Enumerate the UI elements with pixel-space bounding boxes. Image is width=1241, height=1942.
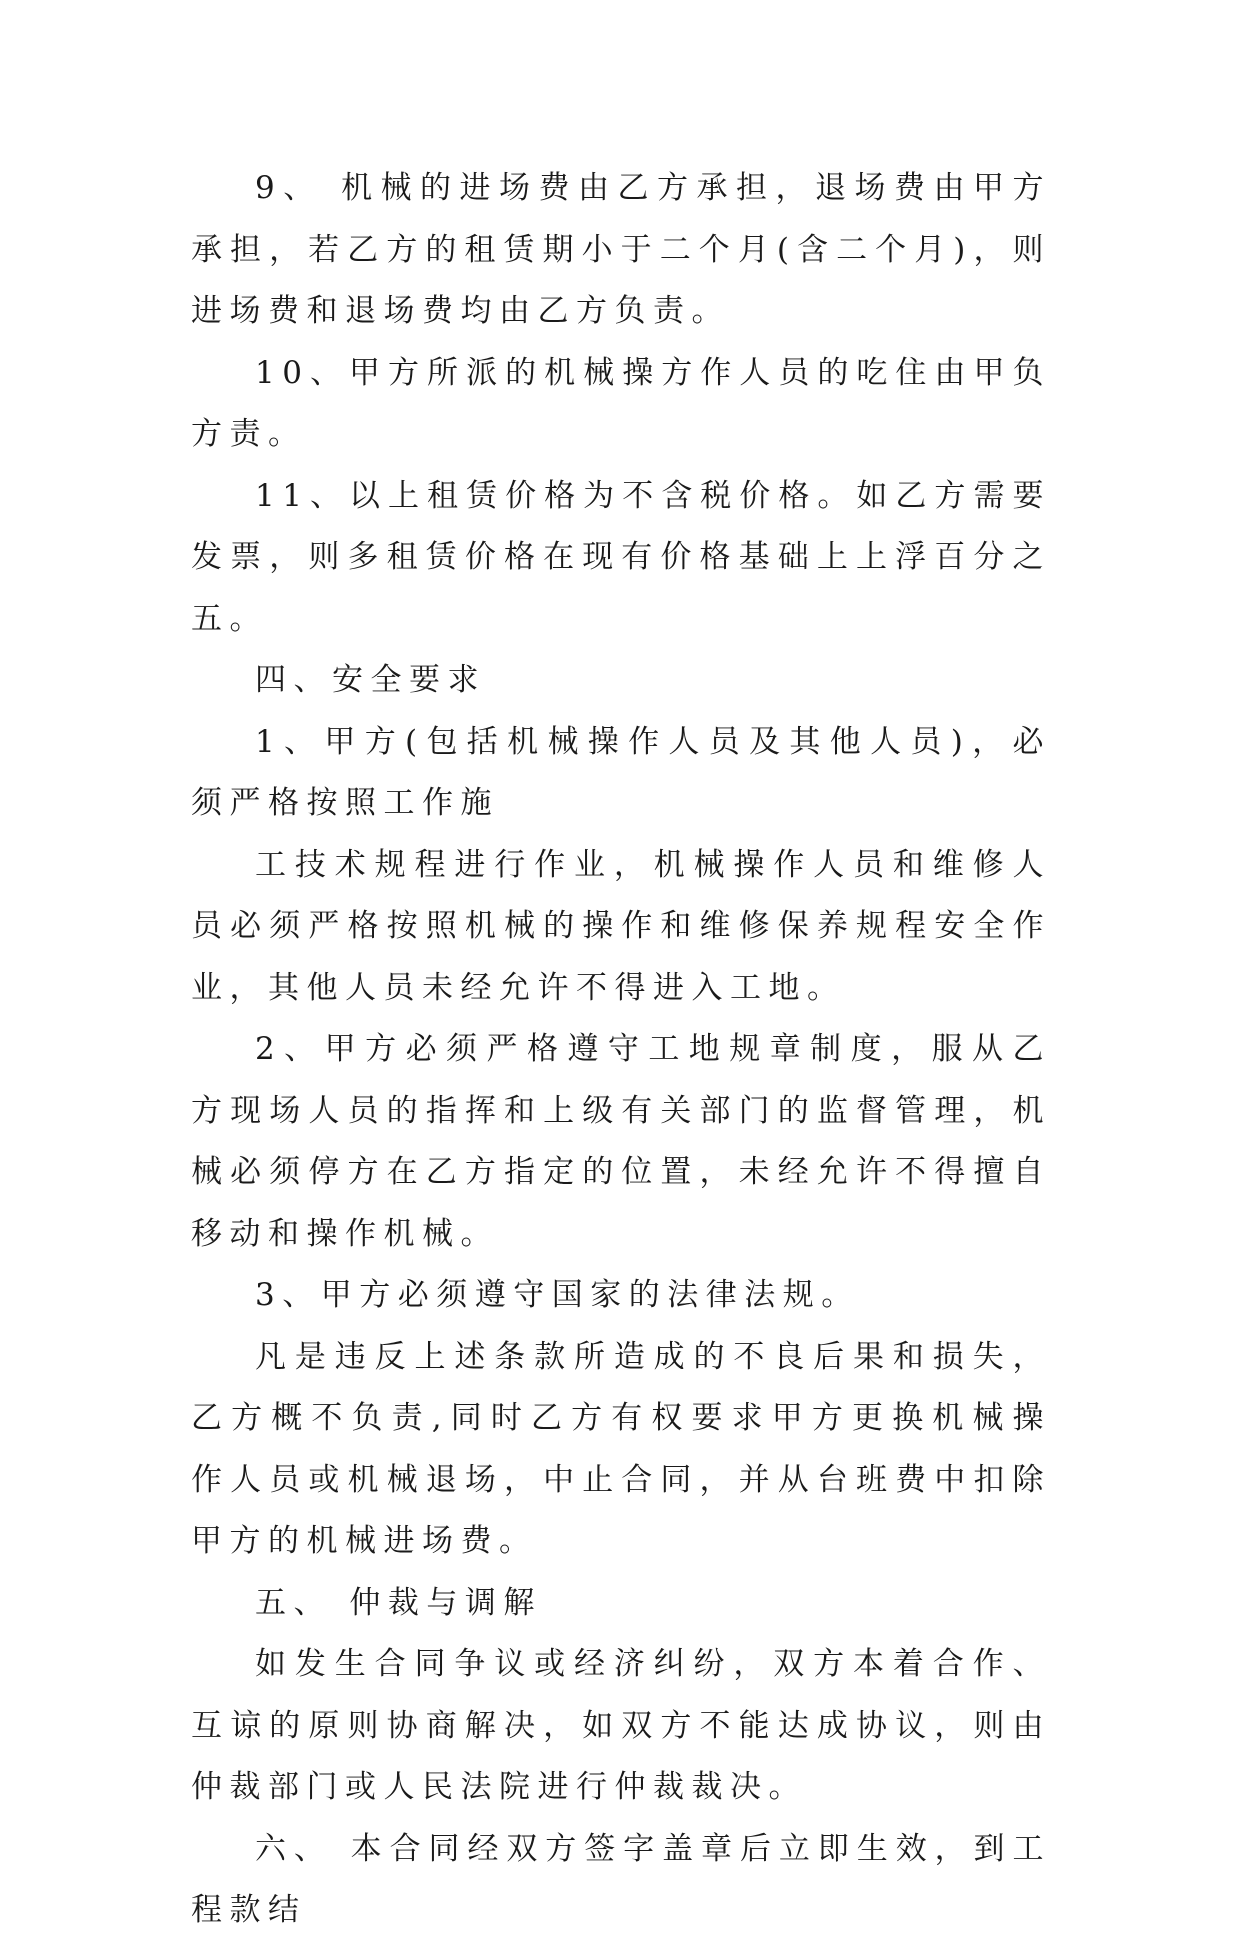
paragraph-clause-11: 11、以上租赁价格为不含税价格。如乙方需要发票，则多租赁价格在现有价格基础上上浮百分之五。 (191, 477, 1051, 637)
paragraph-effective-date: 六、 本合同经双方签字盖章后立即生效，到工程款结 (191, 1830, 1051, 1928)
section-heading-safety: 四、安全要求 (255, 662, 486, 698)
paragraph-clause-9: 9、 机械的进场费由乙方承担，退场费由甲方承担，若乙方的租赁期小于二个月(含二个月)，则进场费和退场费均由乙方负责。 (191, 170, 1051, 329)
paragraph-arbitration: 如发生合同争议或经济纠纷，双方本着合作、互谅的原则协商解决，如双方不能达成协议，则由仲裁部门或人民法院进行仲裁裁决。 (191, 1646, 1051, 1805)
section-heading-arbitration: 五、 仲裁与调解 (255, 1584, 542, 1621)
document-body (191, 158, 1051, 1942)
paragraph-safety-1-continued: 工技术规程进行作业，机械操作人员和维修人员必须严格按照机械的操作和维修保养规程安全作业，其他人员未经允许不得进入工地。 (191, 846, 1051, 1006)
paragraph-safety-liability: 凡是违反上述条款所造成的不良后果和损失，乙方概不负责,同时乙方有权要求甲方更换机械操作人员或机械退场，中止合同，并从台班费中扣除甲方的机械进场费。 (191, 1338, 1051, 1559)
paragraph-clause-10: 10、甲方所派的机械操方作人员的吃住由甲负方责。 (191, 354, 1051, 452)
paragraph-safety-1: 1、甲方(包括机械操作人员及其他人员)，必须严格按照工作施 (191, 723, 1051, 821)
paragraph-safety-3: 3、甲方必须遵守国家的法律法规。 (255, 1277, 860, 1313)
paragraph-safety-2: 2、甲方必须严格遵守工地规章制度，服从乙方现场人员的指挥和上级有关部门的监督管理，机械必须停方在乙方指定的位置，未经允许不得擅自移动和操作机械。 (191, 1031, 1051, 1252)
